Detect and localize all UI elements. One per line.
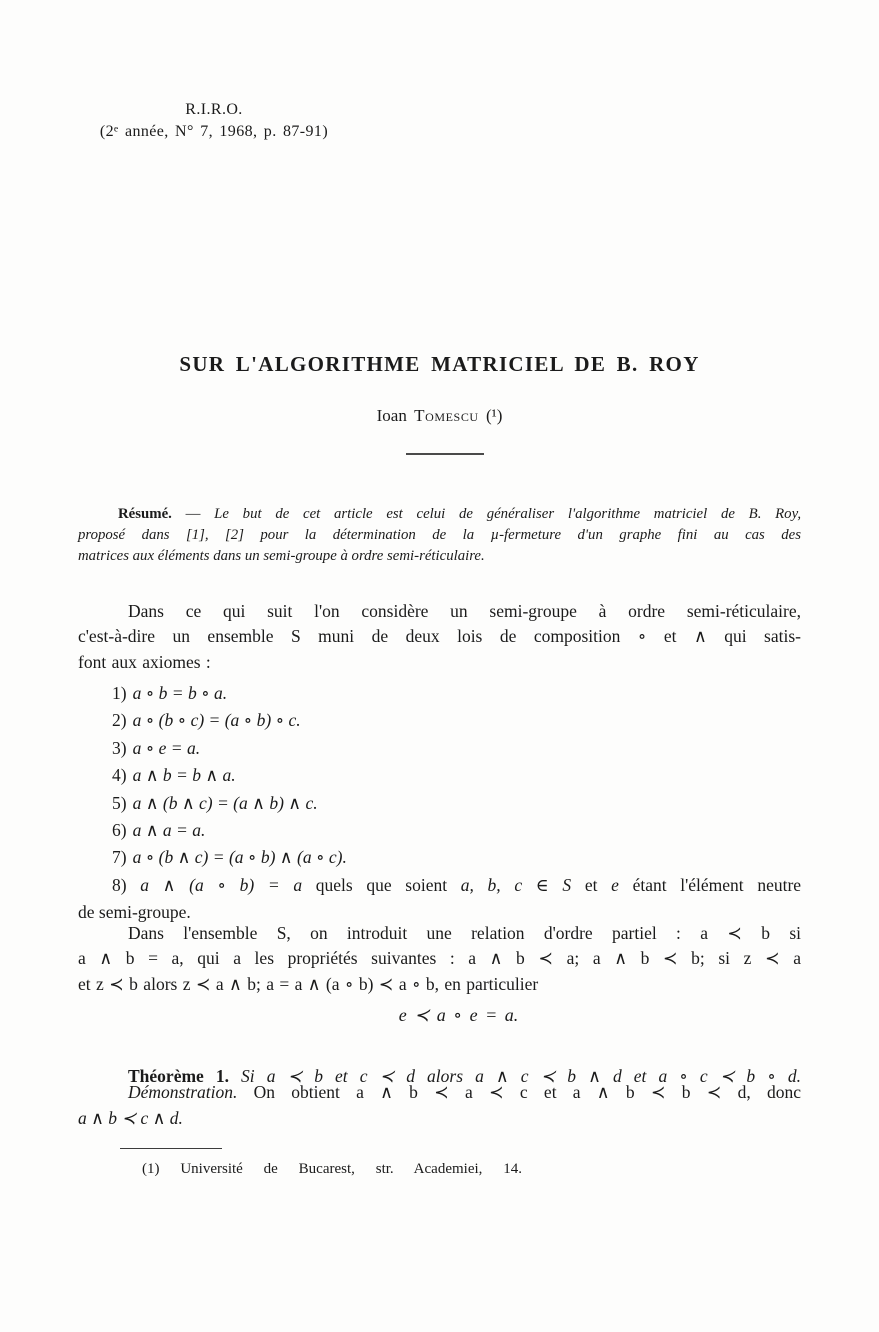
- abstract-label: Résumé.: [118, 506, 172, 522]
- axiom-number: 7): [112, 847, 127, 868]
- axiom-formula: a ∧ a = a.: [132, 820, 206, 841]
- demonstration-label: Démonstration.: [128, 1082, 238, 1102]
- footnote-marker: (1): [142, 1161, 160, 1177]
- axiom-8-continuation: de semi-groupe.: [78, 902, 191, 923]
- paragraph-line: Dans l'ensemble S, on introduit une relation d'ordre partiel : a ≺ b si: [128, 923, 801, 943]
- axiom-item-8: [78, 872, 801, 899]
- journal-name: R.I.R.O.: [185, 101, 243, 118]
- axiom-item-3: [78, 735, 801, 762]
- axiom-item-1: [78, 680, 801, 707]
- axiom-formula: a ∘ (b ∧ c) = (a ∘ b) ∧ (a ∘ c).: [132, 847, 347, 868]
- axiom-formula: a ∘ b = b ∘ a.: [132, 683, 228, 703]
- demonstration-text: On obtient a ∧ b ≺ a ≺ c et a ∧ b ≺ b ≺ d, donc: [253, 1082, 802, 1102]
- paragraph-line: Dans ce qui suit l'on considère un semi-groupe à ordre semi-réticulaire,: [128, 601, 801, 621]
- axiom-item-7: [78, 844, 801, 871]
- abstract-text: Le but de cet article est celui de généraliser l'algorithme matriciel de B. Roy,: [214, 506, 802, 522]
- axiom-number: 2): [112, 710, 127, 731]
- demonstration-line: [78, 1079, 801, 1105]
- abstract-line: [78, 504, 801, 525]
- axiom-text: et: [584, 874, 598, 895]
- axiom-formula: e: [611, 874, 619, 895]
- author-surname: Tomescu: [414, 406, 479, 425]
- demonstration-block: [78, 1079, 801, 1131]
- paragraph-line: font aux axiomes :: [78, 651, 211, 672]
- axiom-text: quels que soient: [315, 874, 448, 895]
- axiom-formula: a ∘ (b ∘ c) = (a ∘ b) ∘ c.: [132, 710, 301, 731]
- abstract-block: [78, 504, 801, 567]
- axiom-number: 5): [112, 792, 127, 813]
- journal-issue-line: (2ᵉ année, N° 7, 1968, p. 87-91): [99, 123, 329, 140]
- axiom-formula: a ∧ (a ∘ b) = a: [140, 874, 303, 895]
- axiom-formula: a ∘ e = a.: [132, 737, 201, 758]
- paragraph-line: et z ≺ b alors z ≺ a ∧ b; a = a ∧ (a ∘ b) ≺ a ∘ b, en particulier: [78, 973, 539, 994]
- body-paragraph-2: [78, 921, 801, 997]
- theorem-label: Théorème 1.: [128, 1065, 229, 1086]
- paragraph-line: a ∧ b = a, qui a les propriétés suivantes : a ∧ b ≺ a; a ∧ b ≺ b; si z ≺ a: [78, 948, 801, 969]
- axiom-number: 1): [112, 683, 127, 703]
- footnote: [142, 1159, 522, 1179]
- axiom-number: 8): [112, 874, 127, 895]
- body-paragraph-1: [78, 599, 801, 675]
- author-line: [0, 406, 879, 426]
- article-title: SUR L'ALGORITHME MATRICIEL DE B. ROY: [179, 352, 700, 376]
- abstract-line: proposé dans [1], [2] pour la détermination de la µ-fermeture d'un graphe fini au cas des: [78, 527, 801, 543]
- axiom-number: 3): [112, 737, 127, 758]
- axiom-number: 6): [112, 820, 127, 841]
- axiom-item-6: [78, 817, 801, 844]
- axiom-formula: a, b, c ∈ S: [460, 874, 572, 895]
- footnote-rule: [120, 1148, 222, 1149]
- axiom-item-5: [78, 790, 801, 817]
- footnote-text: Université de Bucarest, str. Academiei, 14.: [180, 1161, 522, 1177]
- abstract-dash: —: [185, 506, 201, 522]
- journal-header: [84, 99, 344, 143]
- theorem-statement: Si a ≺ b et c ≺ d alors a ∧ c ≺ b ∧ d et a ∘ c ≺ b ∘ d.: [241, 1065, 801, 1086]
- abstract-line: matrices aux éléments dans un semi-groupe à ordre semi-réticulaire.: [78, 548, 485, 564]
- author-footnote-marker: (¹): [485, 406, 503, 425]
- axiom-text: étant l'élément neutre: [632, 874, 802, 895]
- displayed-equation: e ≺ a ∘ e = a.: [398, 1005, 519, 1025]
- axiom-number: 4): [112, 765, 127, 786]
- axiom-item-2: [78, 707, 801, 734]
- axiom-formula: a ∧ b = b ∧ a.: [132, 765, 236, 786]
- author-first-name: Ioan: [376, 406, 407, 425]
- axiom-item-4: [78, 762, 801, 789]
- title-divider-rule: [406, 453, 484, 455]
- paragraph-line: c'est-à-dire un ensemble S muni de deux lois de composition ∘ et ∧ qui satis-: [78, 626, 801, 647]
- axiom-list: [78, 680, 801, 927]
- demonstration-line: a ∧ b ≺ c ∧ d.: [78, 1108, 183, 1128]
- axiom-formula: a ∧ (b ∧ c) = (a ∧ b) ∧ c.: [132, 792, 318, 813]
